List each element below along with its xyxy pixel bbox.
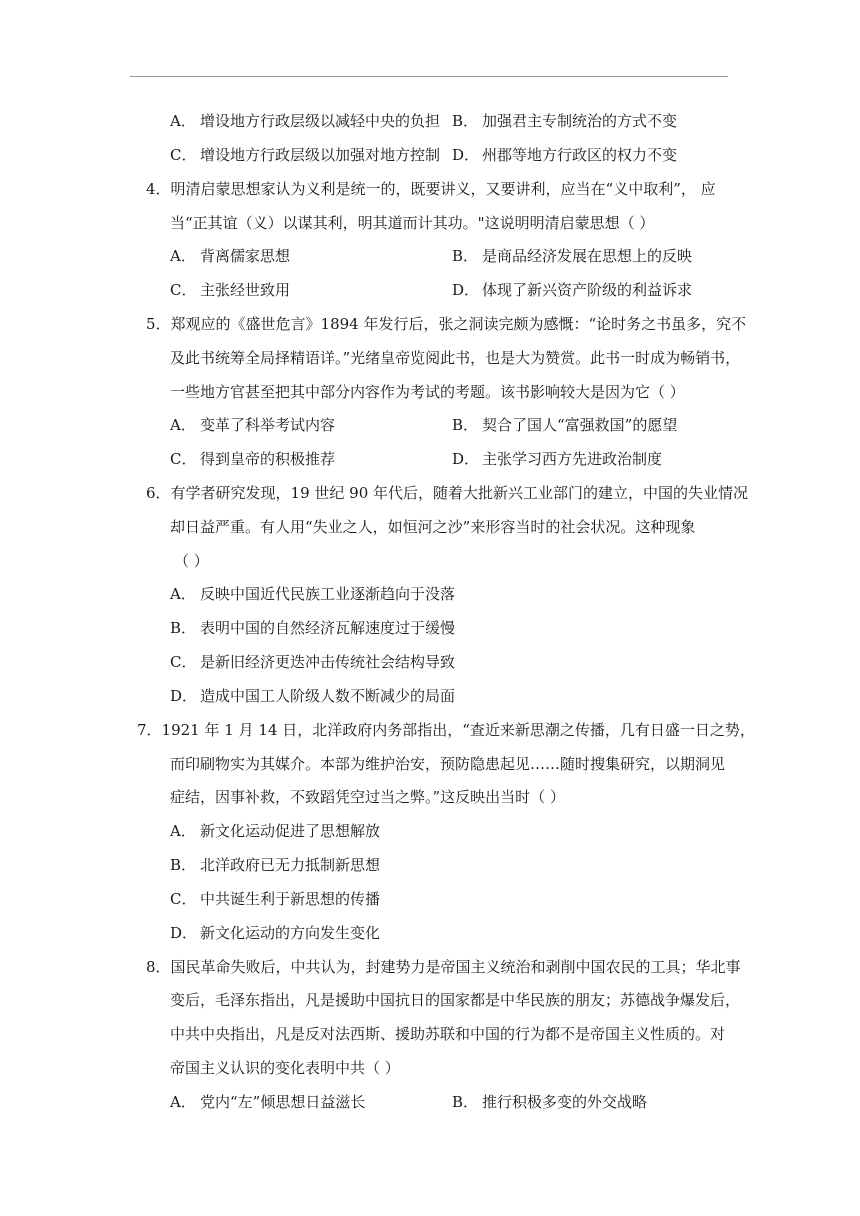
q5-stem-line-3: 一些地方官甚至把其中部分内容作为考试的考题。该书影响较大是因为它（ ）	[170, 383, 685, 401]
q7-option-c[interactable]: C． 中共诞生利于新思想的传播	[170, 890, 381, 908]
q4-stem-line-2: 当“正其谊（义）以谋其利，明其道而计其功。"这说明明清启蒙思想（ ）	[170, 214, 655, 232]
q6-answer-blank: （ ）	[174, 552, 209, 570]
q8-stem-line-1: 8．国民革命失败后，中共认为，封建势力是帝国主义统治和剥削中国农民的工具；华北事	[146, 958, 741, 976]
q4-option-b[interactable]: B． 是商品经济发展在思想上的反映	[452, 247, 693, 265]
q7-option-b[interactable]: B． 北洋政府已无力抵制新思想	[170, 856, 381, 874]
q8-option-b[interactable]: B． 推行积极多变的外交战略	[452, 1093, 648, 1111]
q3-option-b[interactable]: B． 加强君主专制统治的方式不变	[452, 112, 678, 130]
q4-option-c[interactable]: C． 主张经世致用	[170, 281, 291, 299]
q6-option-a[interactable]: A． 反映中国近代民族工业逐渐趋向于没落	[170, 585, 456, 603]
q8-option-a[interactable]: A． 党内“左”倾思想日益滋长	[170, 1093, 366, 1111]
q5-stem-line-2: 及此书统筹全局择精语详。”光绪皇帝览阅此书，也是大为赞赏。此书一时成为畅销书，	[170, 349, 741, 367]
q6-option-b[interactable]: B． 表明中国的自然经济瓦解速度过于缓慢	[170, 619, 456, 637]
q7-stem-line-1: 7．1921 年 1 月 14 日，北洋政府内务部指出，“查近来新思潮之传播，几有日盛一日之势，	[137, 721, 755, 739]
q4-option-d[interactable]: D． 体现了新兴资产阶级的利益诉求	[452, 281, 693, 299]
q7-option-d[interactable]: D． 新文化运动的方向发生变化	[170, 924, 381, 942]
q7-stem-line-2: 而印刷物实为其媒介。本部为维护治安，预防隐患起见……随时搜集研究，以期洞见	[170, 755, 726, 773]
q6-option-d[interactable]: D． 造成中国工人阶级人数不断减少的局面	[170, 687, 456, 705]
q6-stem-line-1: 6．有学者研究发现，19 世纪 90 年代后，随着大批新兴工业部门的建立，中国的失业情况	[146, 484, 749, 502]
q4-option-a[interactable]: A． 背离儒家思想	[170, 247, 291, 265]
q8-stem-line-2: 变后，毛泽东指出，凡是援助中国抗日的国家都是中华民族的朋友；苏德战争爆发后，	[170, 991, 741, 1009]
q3-option-a[interactable]: A． 增设地方行政层级以减轻中央的负担	[170, 112, 441, 130]
header-rule	[130, 76, 728, 77]
q6-option-c[interactable]: C． 是新旧经济更迭冲击传统社会结构导致	[170, 653, 456, 671]
q5-option-c[interactable]: C． 得到皇帝的积极推荐	[170, 450, 336, 468]
q3-option-d[interactable]: D． 州郡等地方行政区的权力不变	[452, 146, 678, 164]
q8-stem-line-3: 中共中央指出，凡是反对法西斯、援助苏联和中国的行为都不是帝国主义性质的。对	[170, 1025, 726, 1043]
q7-stem-line-3: 症结，因事补救，不致蹈凭空过当之弊。”这反映出当时（ ）	[170, 788, 565, 806]
q5-option-b[interactable]: B． 契合了国人“富强救国”的愿望	[452, 416, 678, 434]
q4-stem-line-1: 4．明清启蒙思想家认为义利是统一的，既要讲义，又要讲利，应当在“义中取利”， 应	[146, 180, 716, 198]
q3-option-c[interactable]: C． 增设地方行政层级以加强对地方控制	[170, 146, 441, 164]
q6-stem-line-2: 却日益严重。有人用“失业之人，如恒河之沙”来形容当时的社会状况。这种现象	[170, 518, 696, 536]
q7-option-a[interactable]: A． 新文化运动促进了思想解放	[170, 822, 381, 840]
q5-option-d[interactable]: D． 主张学习西方先进政治制度	[452, 450, 663, 468]
q5-stem-line-1: 5．郑观应的《盛世危言》1894 年发行后，张之洞读完颇为感慨：“论时务之书虽多，究不	[146, 315, 747, 333]
q5-option-a[interactable]: A． 变革了科举考试内容	[170, 416, 336, 434]
q8-stem-line-4: 帝国主义认识的变化表明中共（ ）	[170, 1059, 400, 1077]
